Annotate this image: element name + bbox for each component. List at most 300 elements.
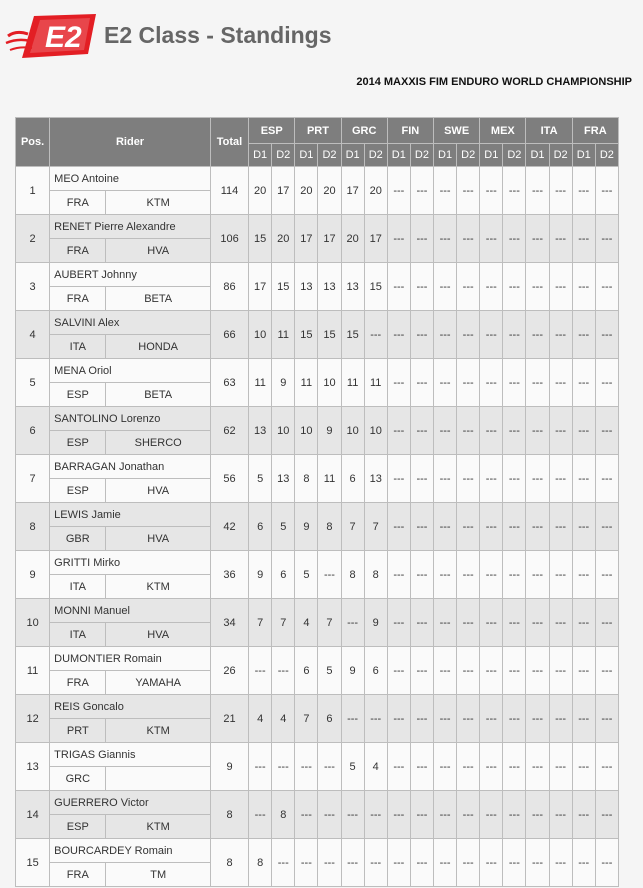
score-cell: ---: [410, 791, 433, 839]
score-cell: ---: [387, 839, 410, 887]
rider-name: LEWIS Jamie: [50, 503, 211, 527]
score-cell: ---: [434, 791, 457, 839]
col-pos-header: Pos.: [16, 118, 50, 167]
position-cell: 9: [16, 551, 50, 599]
score-cell: 7: [364, 503, 387, 551]
score-cell: ---: [341, 839, 364, 887]
score-cell: ---: [503, 551, 526, 599]
score-cell: 5: [318, 647, 341, 695]
rider-country: FRA: [50, 191, 106, 215]
score-cell: ---: [572, 167, 595, 215]
score-cell: 10: [295, 407, 318, 455]
score-cell: ---: [434, 263, 457, 311]
score-cell: ---: [318, 839, 341, 887]
position-cell: 6: [16, 407, 50, 455]
score-cell: ---: [549, 695, 572, 743]
score-cell: ---: [410, 647, 433, 695]
score-cell: ---: [387, 407, 410, 455]
score-cell: 15: [341, 311, 364, 359]
score-cell: ---: [341, 695, 364, 743]
score-cell: ---: [457, 647, 480, 695]
score-cell: ---: [387, 215, 410, 263]
score-cell: ---: [318, 791, 341, 839]
score-cell: ---: [249, 647, 272, 695]
score-cell: 13: [295, 263, 318, 311]
score-cell: 20: [295, 167, 318, 215]
day-header-esp-d1: D1: [249, 144, 272, 167]
score-cell: ---: [434, 311, 457, 359]
score-cell: 5: [272, 503, 295, 551]
score-cell: ---: [457, 263, 480, 311]
score-cell: ---: [434, 599, 457, 647]
score-cell: 8: [341, 551, 364, 599]
score-cell: ---: [387, 791, 410, 839]
rider-team: KTM: [106, 719, 211, 743]
score-cell: ---: [457, 551, 480, 599]
score-cell: ---: [503, 839, 526, 887]
rider-team: BETA: [106, 383, 211, 407]
total-cell: 63: [210, 359, 248, 407]
score-cell: 17: [364, 215, 387, 263]
score-cell: 10: [318, 359, 341, 407]
score-cell: 7: [318, 599, 341, 647]
score-cell: ---: [480, 791, 503, 839]
table-row: [16, 407, 619, 431]
table-row: [16, 791, 619, 815]
championship-subtitle: 2014 MAXXIS FIM ENDURO WORLD CHAMPIONSHIP: [356, 76, 632, 88]
position-cell: 4: [16, 311, 50, 359]
day-header-grc-d1: D1: [341, 144, 364, 167]
score-cell: ---: [526, 839, 549, 887]
table-row: [16, 839, 619, 863]
score-cell: ---: [549, 599, 572, 647]
score-cell: ---: [503, 167, 526, 215]
total-cell: 114: [210, 167, 248, 215]
rider-team: KTM: [106, 575, 211, 599]
table-row: [16, 215, 619, 239]
score-cell: ---: [572, 263, 595, 311]
score-cell: ---: [341, 791, 364, 839]
score-cell: ---: [595, 407, 618, 455]
score-cell: 15: [295, 311, 318, 359]
position-cell: 2: [16, 215, 50, 263]
score-cell: ---: [364, 839, 387, 887]
score-cell: ---: [295, 839, 318, 887]
score-cell: ---: [410, 695, 433, 743]
score-cell: ---: [595, 359, 618, 407]
score-cell: ---: [595, 791, 618, 839]
score-cell: 6: [295, 647, 318, 695]
day-header-prt-d2: D2: [318, 144, 341, 167]
score-cell: ---: [503, 215, 526, 263]
score-cell: ---: [595, 599, 618, 647]
rider-team: HVA: [106, 239, 211, 263]
rider-name: SALVINI Alex: [50, 311, 211, 335]
score-cell: ---: [480, 407, 503, 455]
score-cell: ---: [457, 167, 480, 215]
score-cell: ---: [387, 551, 410, 599]
score-cell: ---: [480, 599, 503, 647]
score-cell: ---: [387, 695, 410, 743]
score-cell: ---: [480, 647, 503, 695]
rider-team: YAMAHA: [106, 671, 211, 695]
score-cell: ---: [480, 695, 503, 743]
event-header-fin: FIN: [387, 118, 433, 144]
score-cell: 11: [364, 359, 387, 407]
score-cell: 15: [249, 215, 272, 263]
score-cell: ---: [410, 311, 433, 359]
rider-country: ITA: [50, 623, 106, 647]
page-title: E2 Class - Standings: [104, 22, 332, 48]
score-cell: 4: [295, 599, 318, 647]
score-cell: ---: [526, 503, 549, 551]
score-cell: ---: [549, 215, 572, 263]
rider-name: SANTOLINO Lorenzo: [50, 407, 211, 431]
col-total-header: Total: [210, 118, 248, 167]
score-cell: 20: [249, 167, 272, 215]
score-cell: ---: [318, 551, 341, 599]
day-header-prt-d1: D1: [295, 144, 318, 167]
score-cell: 7: [295, 695, 318, 743]
e2-logo: [4, 10, 102, 62]
score-cell: ---: [549, 167, 572, 215]
rider-country: ESP: [50, 383, 106, 407]
score-cell: ---: [249, 791, 272, 839]
score-cell: ---: [549, 647, 572, 695]
score-cell: ---: [595, 455, 618, 503]
rider-name: MONNI Manuel: [50, 599, 211, 623]
col-rider-header: Rider: [50, 118, 211, 167]
score-cell: 5: [249, 455, 272, 503]
score-cell: ---: [549, 359, 572, 407]
score-cell: ---: [410, 599, 433, 647]
score-cell: 5: [295, 551, 318, 599]
score-cell: ---: [410, 215, 433, 263]
score-cell: ---: [572, 695, 595, 743]
score-cell: 11: [318, 455, 341, 503]
score-cell: ---: [410, 743, 433, 791]
score-cell: ---: [318, 743, 341, 791]
score-cell: ---: [595, 215, 618, 263]
event-header-prt: PRT: [295, 118, 341, 144]
score-cell: ---: [434, 743, 457, 791]
score-cell: ---: [387, 503, 410, 551]
score-cell: ---: [526, 215, 549, 263]
score-cell: ---: [434, 215, 457, 263]
score-cell: 11: [341, 359, 364, 407]
score-cell: ---: [503, 503, 526, 551]
rider-country: PRT: [50, 719, 106, 743]
rider-team: HVA: [106, 527, 211, 551]
score-cell: ---: [480, 743, 503, 791]
rider-team: TM: [106, 863, 211, 887]
score-cell: 8: [318, 503, 341, 551]
score-cell: 15: [272, 263, 295, 311]
score-cell: 11: [272, 311, 295, 359]
rider-country: ESP: [50, 431, 106, 455]
score-cell: ---: [457, 455, 480, 503]
rider-name: TRIGAS Giannis: [50, 743, 211, 767]
total-cell: 36: [210, 551, 248, 599]
position-cell: 11: [16, 647, 50, 695]
score-cell: ---: [549, 839, 572, 887]
score-cell: ---: [549, 743, 572, 791]
table-row: [16, 167, 619, 191]
score-cell: ---: [526, 455, 549, 503]
score-cell: ---: [503, 743, 526, 791]
score-cell: ---: [549, 407, 572, 455]
score-cell: ---: [272, 839, 295, 887]
rider-team: HVA: [106, 479, 211, 503]
score-cell: ---: [595, 263, 618, 311]
score-cell: ---: [480, 215, 503, 263]
score-cell: ---: [457, 503, 480, 551]
score-cell: ---: [503, 695, 526, 743]
score-cell: ---: [503, 311, 526, 359]
score-cell: 13: [341, 263, 364, 311]
score-cell: 6: [272, 551, 295, 599]
rider-country: GRC: [50, 767, 106, 791]
event-header-swe: SWE: [434, 118, 480, 144]
score-cell: ---: [572, 599, 595, 647]
score-cell: 20: [318, 167, 341, 215]
rider-country: FRA: [50, 287, 106, 311]
score-cell: ---: [526, 311, 549, 359]
rider-country: FRA: [50, 863, 106, 887]
score-cell: ---: [341, 599, 364, 647]
rider-country: ESP: [50, 479, 106, 503]
score-cell: 20: [272, 215, 295, 263]
event-header-ita: ITA: [526, 118, 572, 144]
score-cell: ---: [595, 551, 618, 599]
event-header-mex: MEX: [480, 118, 526, 144]
day-header-fra-d1: D1: [572, 144, 595, 167]
total-cell: 8: [210, 791, 248, 839]
score-cell: ---: [595, 311, 618, 359]
rider-country: ITA: [50, 335, 106, 359]
score-cell: ---: [410, 359, 433, 407]
score-cell: ---: [595, 167, 618, 215]
score-cell: 13: [318, 263, 341, 311]
day-header-mex-d2: D2: [503, 144, 526, 167]
day-header-mex-d1: D1: [480, 144, 503, 167]
total-cell: 34: [210, 599, 248, 647]
score-cell: 9: [295, 503, 318, 551]
table-row: [16, 743, 619, 767]
score-cell: ---: [480, 263, 503, 311]
score-cell: ---: [272, 647, 295, 695]
score-cell: ---: [572, 311, 595, 359]
score-cell: ---: [480, 167, 503, 215]
standings-table: [15, 117, 619, 887]
score-cell: ---: [595, 647, 618, 695]
score-cell: 8: [249, 839, 272, 887]
score-cell: ---: [480, 455, 503, 503]
score-cell: 8: [295, 455, 318, 503]
score-cell: ---: [595, 839, 618, 887]
score-cell: ---: [387, 455, 410, 503]
score-cell: ---: [572, 839, 595, 887]
position-cell: 14: [16, 791, 50, 839]
rider-name: MEO Antoine: [50, 167, 211, 191]
logo-text: E2: [45, 21, 82, 54]
score-cell: 9: [364, 599, 387, 647]
score-cell: ---: [526, 263, 549, 311]
event-header-grc: GRC: [341, 118, 387, 144]
score-cell: 6: [341, 455, 364, 503]
score-cell: 17: [341, 167, 364, 215]
score-cell: ---: [272, 743, 295, 791]
score-cell: 13: [249, 407, 272, 455]
day-header-ita-d2: D2: [549, 144, 572, 167]
event-header-esp: ESP: [249, 118, 295, 144]
score-cell: 8: [272, 791, 295, 839]
position-cell: 3: [16, 263, 50, 311]
score-cell: 11: [249, 359, 272, 407]
score-cell: ---: [249, 743, 272, 791]
score-cell: ---: [457, 743, 480, 791]
score-cell: ---: [572, 407, 595, 455]
score-cell: ---: [387, 167, 410, 215]
rider-team: KTM: [106, 191, 211, 215]
position-cell: 15: [16, 839, 50, 887]
position-cell: 13: [16, 743, 50, 791]
rider-name: MENA Oriol: [50, 359, 211, 383]
score-cell: ---: [410, 839, 433, 887]
day-header-ita-d1: D1: [526, 144, 549, 167]
position-cell: 8: [16, 503, 50, 551]
score-cell: ---: [434, 839, 457, 887]
total-cell: 56: [210, 455, 248, 503]
score-cell: ---: [410, 167, 433, 215]
score-cell: ---: [364, 695, 387, 743]
score-cell: 4: [249, 695, 272, 743]
score-cell: ---: [595, 695, 618, 743]
score-cell: 10: [341, 407, 364, 455]
total-cell: 62: [210, 407, 248, 455]
rider-name: GUERRERO Victor: [50, 791, 211, 815]
table-row: [16, 263, 619, 287]
position-cell: 12: [16, 695, 50, 743]
score-cell: ---: [457, 695, 480, 743]
score-cell: ---: [457, 839, 480, 887]
rider-name: GRITTI Mirko: [50, 551, 211, 575]
rider-name: BOURCARDEY Romain: [50, 839, 211, 863]
score-cell: ---: [503, 407, 526, 455]
rider-name: AUBERT Johnny: [50, 263, 211, 287]
rider-country: ESP: [50, 815, 106, 839]
rider-team: [106, 767, 211, 791]
total-cell: 86: [210, 263, 248, 311]
score-cell: ---: [364, 311, 387, 359]
score-cell: 6: [249, 503, 272, 551]
position-cell: 7: [16, 455, 50, 503]
score-cell: ---: [503, 263, 526, 311]
day-header-esp-d2: D2: [272, 144, 295, 167]
score-cell: ---: [410, 551, 433, 599]
score-cell: ---: [457, 407, 480, 455]
score-cell: ---: [434, 551, 457, 599]
score-cell: ---: [572, 359, 595, 407]
rider-name: DUMONTIER Romain: [50, 647, 211, 671]
score-cell: ---: [457, 311, 480, 359]
score-cell: ---: [526, 791, 549, 839]
rider-team: HVA: [106, 623, 211, 647]
day-header-fin-d2: D2: [410, 144, 433, 167]
total-cell: 26: [210, 647, 248, 695]
score-cell: 7: [341, 503, 364, 551]
score-cell: ---: [526, 551, 549, 599]
score-cell: ---: [480, 551, 503, 599]
day-header-fin-d1: D1: [387, 144, 410, 167]
score-cell: ---: [457, 791, 480, 839]
score-cell: 9: [318, 407, 341, 455]
total-cell: 106: [210, 215, 248, 263]
score-cell: ---: [410, 455, 433, 503]
score-cell: ---: [549, 263, 572, 311]
score-cell: ---: [410, 503, 433, 551]
page-header: [0, 0, 643, 88]
score-cell: ---: [364, 791, 387, 839]
score-cell: ---: [434, 503, 457, 551]
table-row: [16, 695, 619, 719]
score-cell: ---: [572, 647, 595, 695]
rider-name: BARRAGAN Jonathan: [50, 455, 211, 479]
score-cell: ---: [387, 743, 410, 791]
score-cell: 4: [364, 743, 387, 791]
score-cell: ---: [434, 647, 457, 695]
score-cell: ---: [526, 407, 549, 455]
score-cell: ---: [410, 263, 433, 311]
score-cell: ---: [295, 743, 318, 791]
score-cell: ---: [503, 791, 526, 839]
score-cell: 17: [318, 215, 341, 263]
score-cell: ---: [387, 263, 410, 311]
score-cell: ---: [387, 647, 410, 695]
score-cell: ---: [572, 743, 595, 791]
score-cell: ---: [526, 599, 549, 647]
table-row: [16, 551, 619, 575]
score-cell: ---: [434, 359, 457, 407]
rider-team: SHERCO: [106, 431, 211, 455]
score-cell: ---: [549, 455, 572, 503]
position-cell: 1: [16, 167, 50, 215]
score-cell: 15: [364, 263, 387, 311]
rider-name: REIS Goncalo: [50, 695, 211, 719]
score-cell: ---: [503, 455, 526, 503]
score-cell: 8: [364, 551, 387, 599]
score-cell: 6: [364, 647, 387, 695]
score-cell: ---: [572, 503, 595, 551]
score-cell: 9: [272, 359, 295, 407]
rider-team: HONDA: [106, 335, 211, 359]
score-cell: ---: [503, 599, 526, 647]
score-cell: ---: [549, 503, 572, 551]
total-cell: 66: [210, 311, 248, 359]
score-cell: ---: [526, 695, 549, 743]
score-cell: ---: [434, 455, 457, 503]
score-cell: ---: [526, 359, 549, 407]
score-cell: ---: [526, 743, 549, 791]
total-cell: 9: [210, 743, 248, 791]
score-cell: 17: [272, 167, 295, 215]
score-cell: 20: [341, 215, 364, 263]
score-cell: 10: [249, 311, 272, 359]
score-cell: ---: [387, 359, 410, 407]
score-cell: ---: [572, 791, 595, 839]
score-cell: ---: [480, 359, 503, 407]
score-cell: ---: [457, 599, 480, 647]
